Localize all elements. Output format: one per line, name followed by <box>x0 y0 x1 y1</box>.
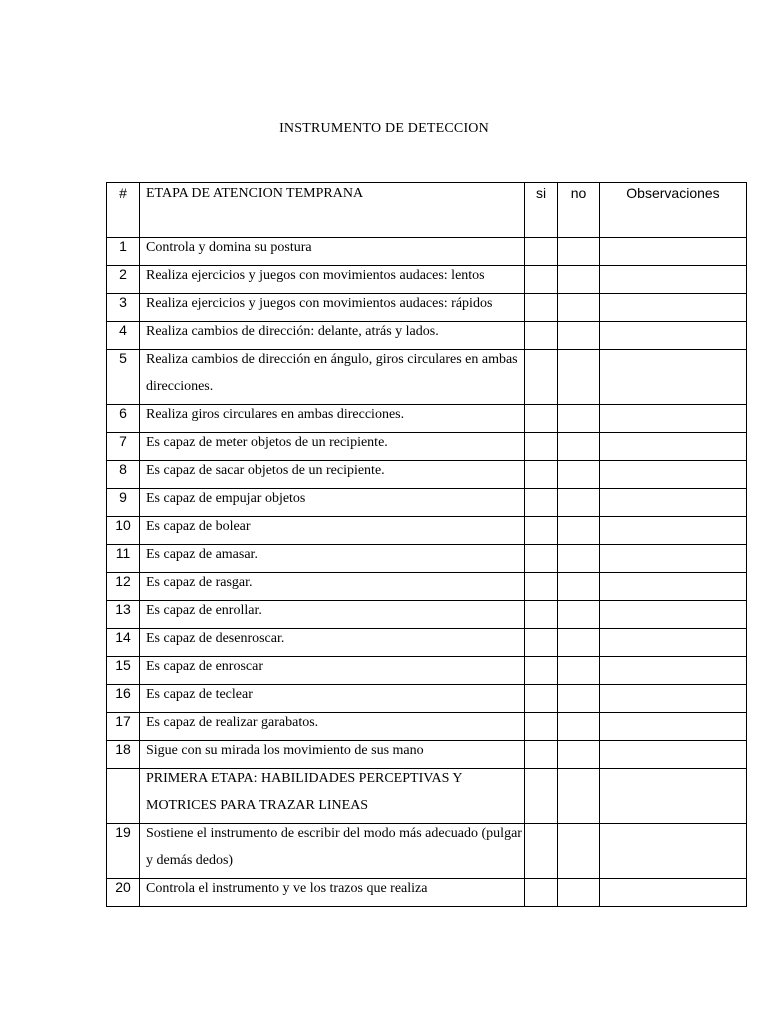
row-number: 17 <box>107 713 140 741</box>
row-number: 7 <box>107 433 140 461</box>
row-si-cell <box>525 741 558 769</box>
row-no-cell <box>558 685 600 713</box>
header-stage: ETAPA DE ATENCION TEMPRANA <box>140 183 525 238</box>
row-si-cell <box>525 322 558 350</box>
table-row <box>107 879 747 907</box>
row-number: 5 <box>107 350 140 405</box>
row-no-cell <box>558 266 600 294</box>
row-no-cell <box>558 824 600 879</box>
row-description: Controla y domina su postura <box>140 238 525 266</box>
row-no-cell <box>558 573 600 601</box>
row-number: 20 <box>107 879 140 907</box>
row-si-cell <box>525 461 558 489</box>
row-number: 3 <box>107 294 140 322</box>
row-si-cell <box>525 685 558 713</box>
row-no-cell <box>558 322 600 350</box>
row-number: 16 <box>107 685 140 713</box>
row-description: Es capaz de bolear <box>140 517 525 545</box>
row-no-cell <box>558 601 600 629</box>
row-no-cell <box>558 433 600 461</box>
row-number: 6 <box>107 405 140 433</box>
row-no-cell <box>558 405 600 433</box>
row-number: 1 <box>107 238 140 266</box>
row-number: 8 <box>107 461 140 489</box>
row-observaciones-cell <box>600 685 747 713</box>
row-number: 14 <box>107 629 140 657</box>
row-description: Realiza cambios de dirección en ángulo, giros circulares en ambas direcciones. <box>140 350 525 405</box>
detection-table <box>106 182 747 907</box>
row-si-cell <box>525 573 558 601</box>
row-observaciones-cell <box>600 322 747 350</box>
row-no-cell <box>558 769 600 824</box>
row-observaciones-cell <box>600 545 747 573</box>
row-no-cell <box>558 238 600 266</box>
row-si-cell <box>525 769 558 824</box>
row-si-cell <box>525 405 558 433</box>
row-description: Sigue con su mirada los movimiento de sus mano <box>140 741 525 769</box>
row-number: 2 <box>107 266 140 294</box>
row-observaciones-cell <box>600 405 747 433</box>
row-no-cell <box>558 294 600 322</box>
row-description: Es capaz de realizar garabatos. <box>140 713 525 741</box>
document-title: INSTRUMENTO DE DETECCION <box>279 121 489 136</box>
row-description: PRIMERA ETAPA: HABILIDADES PERCEPTIVAS Y MOTRICES PARA TRAZAR LINEAS <box>140 769 525 824</box>
row-description: Es capaz de enrollar. <box>140 601 525 629</box>
row-si-cell <box>525 601 558 629</box>
row-number: 9 <box>107 489 140 517</box>
row-number: 19 <box>107 824 140 879</box>
header-observaciones: Observaciones <box>600 183 747 238</box>
row-observaciones-cell <box>600 350 747 405</box>
row-description: Controla el instrumento y ve los trazos que realiza <box>140 879 525 907</box>
row-observaciones-cell <box>600 489 747 517</box>
table-header-row <box>107 183 747 238</box>
row-si-cell <box>525 545 558 573</box>
row-observaciones-cell <box>600 741 747 769</box>
row-number: 4 <box>107 322 140 350</box>
row-observaciones-cell <box>600 601 747 629</box>
row-observaciones-cell <box>600 573 747 601</box>
row-si-cell <box>525 350 558 405</box>
row-si-cell <box>525 657 558 685</box>
row-observaciones-cell <box>600 657 747 685</box>
row-description: Realiza giros circulares en ambas direcciones. <box>140 405 525 433</box>
row-si-cell <box>525 713 558 741</box>
row-number: 13 <box>107 601 140 629</box>
row-number: 11 <box>107 545 140 573</box>
row-no-cell <box>558 461 600 489</box>
row-description: Es capaz de amasar. <box>140 545 525 573</box>
table-row <box>107 769 747 824</box>
row-observaciones-cell <box>600 238 747 266</box>
row-observaciones-cell <box>600 461 747 489</box>
row-si-cell <box>525 629 558 657</box>
row-description: Es capaz de empujar objetos <box>140 489 525 517</box>
row-description: Realiza cambios de dirección: delante, atrás y lados. <box>140 322 525 350</box>
table-body <box>107 238 747 907</box>
table-row <box>107 824 747 879</box>
row-number: 15 <box>107 657 140 685</box>
row-number: 12 <box>107 573 140 601</box>
row-si-cell <box>525 824 558 879</box>
row-observaciones-cell <box>600 824 747 879</box>
row-no-cell <box>558 517 600 545</box>
row-description: Sostiene el instrumento de escribir del modo más adecuado (pulgar y demás dedos) <box>140 824 525 879</box>
row-no-cell <box>558 657 600 685</box>
row-observaciones-cell <box>600 629 747 657</box>
header-no: no <box>558 183 600 238</box>
row-number: 18 <box>107 741 140 769</box>
row-si-cell <box>525 489 558 517</box>
row-observaciones-cell <box>600 517 747 545</box>
header-si: si <box>525 183 558 238</box>
row-no-cell <box>558 350 600 405</box>
row-number <box>107 769 140 824</box>
row-no-cell <box>558 713 600 741</box>
row-si-cell <box>525 238 558 266</box>
row-observaciones-cell <box>600 769 747 824</box>
row-si-cell <box>525 266 558 294</box>
row-no-cell <box>558 879 600 907</box>
row-observaciones-cell <box>600 713 747 741</box>
row-observaciones-cell <box>600 879 747 907</box>
row-observaciones-cell <box>600 266 747 294</box>
row-si-cell <box>525 517 558 545</box>
row-description: Realiza ejercicios y juegos con movimientos audaces: rápidos <box>140 294 525 322</box>
row-no-cell <box>558 489 600 517</box>
header-number: # <box>107 183 140 238</box>
row-description: Es capaz de meter objetos de un recipiente. <box>140 433 525 461</box>
row-si-cell <box>525 294 558 322</box>
row-observaciones-cell <box>600 294 747 322</box>
row-no-cell <box>558 545 600 573</box>
row-description: Es capaz de sacar objetos de un recipiente. <box>140 461 525 489</box>
row-number: 10 <box>107 517 140 545</box>
row-description: Realiza ejercicios y juegos con movimientos audaces: lentos <box>140 266 525 294</box>
table-row <box>107 350 747 405</box>
row-description: Es capaz de desenroscar. <box>140 629 525 657</box>
row-no-cell <box>558 629 600 657</box>
row-observaciones-cell <box>600 433 747 461</box>
row-si-cell <box>525 433 558 461</box>
row-description: Es capaz de teclear <box>140 685 525 713</box>
row-description: Es capaz de enroscar <box>140 657 525 685</box>
row-no-cell <box>558 741 600 769</box>
row-description: Es capaz de rasgar. <box>140 573 525 601</box>
row-si-cell <box>525 879 558 907</box>
